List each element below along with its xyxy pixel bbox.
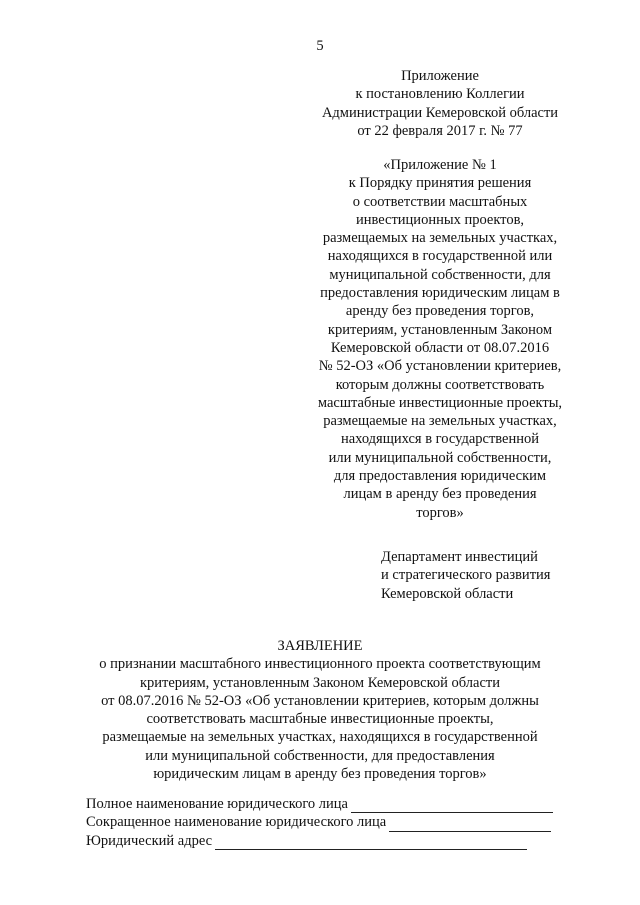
recipient-block <box>381 548 621 603</box>
appendix-quote-line: лицам в аренду без проведения <box>343 486 537 503</box>
appendix-quote-line: торгов» <box>416 504 464 521</box>
applicant-form <box>86 795 626 850</box>
full-name-label: Полное наименование юридического лица <box>86 796 348 812</box>
appendix-quote-line: находящихся в государственной <box>340 431 540 448</box>
appendix-quote-line: инвестиционных проектов, <box>355 211 525 228</box>
recipient-line: Департамент инвестиций <box>381 549 538 565</box>
statement-line: о признании масштабного инвестиционного проекта соответствующим <box>99 656 541 673</box>
statement-line: или муниципальной собственности, для предоставления <box>145 747 495 764</box>
appendix-quote-line: «Приложение № 1 <box>383 157 497 173</box>
recipient-line: и стратегического развития <box>381 567 551 584</box>
appendix-quote-line: для предоставления юридическим <box>333 468 547 485</box>
page-number: 5 <box>316 38 324 54</box>
appendix-quote-line: Кемеровской области от 08.07.2016 <box>330 339 550 356</box>
statement-block <box>60 637 580 783</box>
statement-line: критериям, установленным Законом Кемеровской области <box>139 674 501 691</box>
legal-address-field-row <box>86 832 626 850</box>
appendix-quote-line: № 52-ОЗ «Об установлении критериев, <box>318 358 562 375</box>
appendix-quote-line: о соответствии масштабных <box>352 193 528 210</box>
statement-line: от 08.07.2016 № 52-ОЗ «Об установлении критериев, которым должны <box>101 692 539 709</box>
appendix-header-line: Приложение <box>401 68 479 84</box>
appendix-quote <box>290 156 590 522</box>
appendix-quote-line: которым должны соответствовать <box>335 376 545 393</box>
appendix-quote-line: масштабные инвестиционные проекты, <box>317 394 563 411</box>
short-name-field-row <box>86 813 626 831</box>
appendix-quote-line: или муниципальной собственности, <box>328 449 552 466</box>
statement-line: размещаемые на земельных участках, находящихся в государственной <box>102 729 538 746</box>
full-name-field-row <box>86 795 626 813</box>
appendix-quote-line: размещаемых на земельных участках, <box>322 230 558 247</box>
appendix-quote-line: муниципальной собственности, для <box>329 266 551 283</box>
recipient-line: Кемеровской области <box>381 585 514 602</box>
appendix-quote-line: размещаемые на земельных участках, <box>323 413 557 430</box>
statement-title: ЗАЯВЛЕНИЕ <box>277 638 363 654</box>
statement-line: юридическим лицам в аренду без проведения торгов» <box>153 766 487 783</box>
legal-address-label: Юридический адрес <box>86 832 213 849</box>
appendix-quote-line: критериям, установленным Законом <box>327 321 553 338</box>
short-name-field[interactable] <box>389 817 551 832</box>
appendix-quote-line: к Порядку принятия решения <box>348 175 532 192</box>
appendix-header <box>290 67 590 140</box>
statement-line: соответствовать масштабные инвестиционные проекты, <box>146 711 494 728</box>
appendix-quote-line: предоставления юридическим лицам в <box>320 285 560 302</box>
appendix-quote-line: аренду без проведения торгов, <box>345 303 535 320</box>
legal-address-field[interactable] <box>215 835 527 850</box>
appendix-header-line: к постановлению Коллегии <box>355 86 525 103</box>
full-name-field[interactable] <box>351 798 553 813</box>
appendix-header-line: от 22 февраля 2017 г. № 77 <box>357 122 523 139</box>
appendix-quote-line: находящихся в государственной или <box>327 248 553 265</box>
appendix-header-line: Администрации Кемеровской области <box>321 104 559 121</box>
short-name-label: Сокращенное наименование юридического лица <box>86 814 387 831</box>
